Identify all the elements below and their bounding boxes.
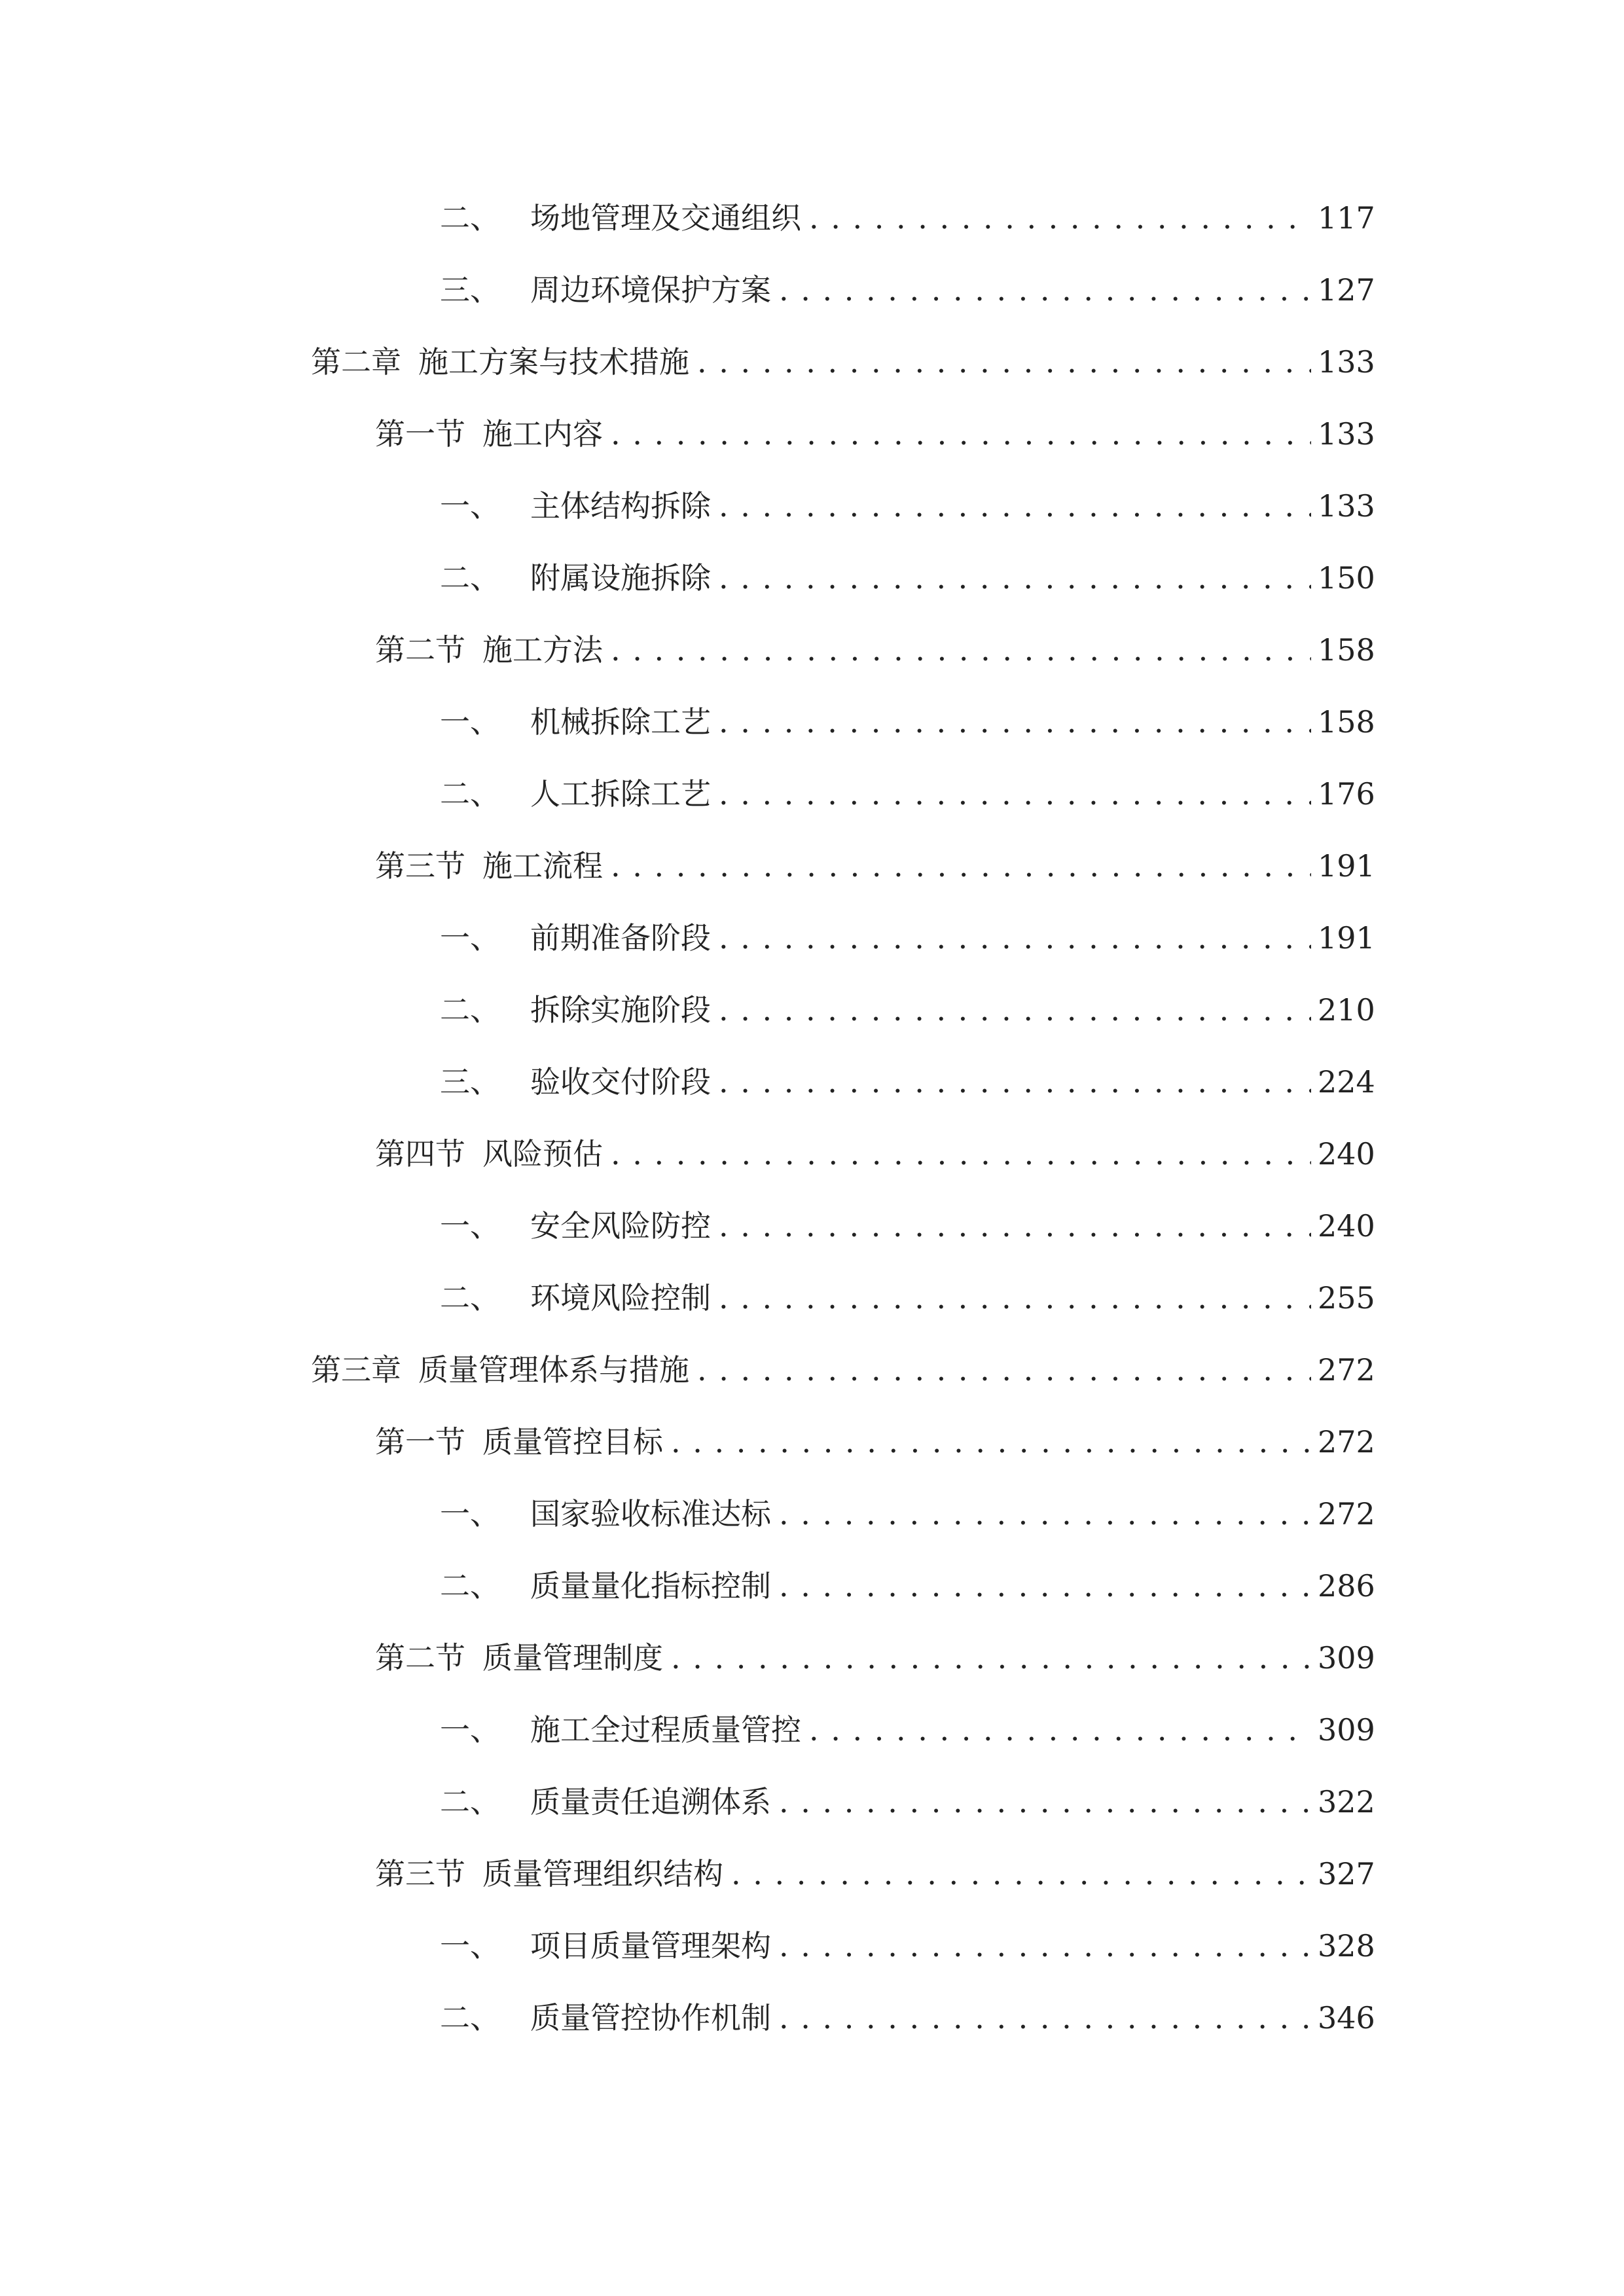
toc-entry-chapter[interactable] — [0, 1347, 1624, 1393]
toc-entry-page: 322 — [1318, 1784, 1375, 1820]
dot-leader — [809, 195, 1311, 241]
dot-leader — [779, 1563, 1311, 1609]
toc-entry-page: 210 — [1318, 992, 1375, 1028]
toc-entry-page: 240 — [1318, 1208, 1375, 1244]
toc-entry-number: 第四节 — [375, 1136, 465, 1172]
toc-entry-number: 二、 — [440, 1784, 500, 1820]
toc-entry[interactable] — [0, 1563, 1624, 1609]
toc-entry[interactable] — [0, 1707, 1624, 1753]
toc-entry-title: 风险预估 — [482, 1136, 603, 1172]
dot-leader — [779, 267, 1311, 313]
toc-entry-page: 191 — [1318, 920, 1375, 956]
toc-entry-title: 环境风险控制 — [530, 1280, 711, 1316]
toc-entry-page: 133 — [1318, 344, 1375, 380]
toc-entry-page: 272 — [1318, 1496, 1375, 1532]
toc-entry-number: 第二节 — [375, 632, 465, 668]
toc-entry-title: 施工流程 — [482, 848, 603, 884]
toc-entry-page: 327 — [1318, 1856, 1375, 1892]
dot-leader — [809, 1707, 1311, 1753]
toc-entry[interactable] — [0, 195, 1624, 241]
toc-entry-section[interactable] — [0, 1635, 1624, 1681]
toc-entry-number: 二、 — [440, 776, 500, 812]
toc-entry-page: 133 — [1318, 488, 1375, 524]
toc-entry-number: 一、 — [440, 1208, 500, 1244]
toc-entry[interactable] — [0, 1203, 1624, 1249]
toc-entry-title: 拆除实施阶段 — [530, 992, 711, 1028]
dot-leader — [611, 411, 1311, 457]
toc-entry[interactable] — [0, 771, 1624, 817]
toc-entry-page: 240 — [1318, 1136, 1375, 1172]
dot-leader — [719, 555, 1311, 601]
dot-leader — [719, 699, 1311, 745]
toc-entry[interactable] — [0, 1779, 1624, 1825]
toc-entry-page: 328 — [1318, 1928, 1375, 1964]
dot-leader — [697, 339, 1311, 385]
dot-leader — [611, 843, 1311, 889]
toc-entry-page: 150 — [1318, 560, 1375, 596]
toc-entry-section[interactable] — [0, 1131, 1624, 1177]
toc-entry-title: 质量责任追溯体系 — [530, 1784, 771, 1820]
toc-entry-title: 质量管控协作机制 — [530, 2000, 771, 2036]
toc-entry-number: 第一节 — [375, 1424, 465, 1460]
toc-entry-number: 一、 — [440, 1712, 500, 1748]
toc-entry-section[interactable] — [0, 411, 1624, 457]
toc-entry-title: 附属设施拆除 — [530, 560, 711, 596]
dot-leader — [719, 987, 1311, 1033]
toc-entry-number: 第三节 — [375, 848, 465, 884]
toc-entry-number: 一、 — [440, 1496, 500, 1532]
toc-entry-page: 127 — [1318, 272, 1375, 308]
dot-leader — [671, 1419, 1311, 1465]
toc-entry[interactable] — [0, 267, 1624, 313]
toc-entry-section[interactable] — [0, 843, 1624, 889]
toc-entry-number: 第三节 — [375, 1856, 465, 1892]
toc-entry-title: 质量管控目标 — [482, 1424, 663, 1460]
toc-entry-chapter[interactable] — [0, 339, 1624, 385]
toc-entry[interactable] — [0, 1491, 1624, 1537]
toc-entry-page: 133 — [1318, 416, 1375, 452]
toc-entry-number: 一、 — [440, 1928, 500, 1964]
dot-leader — [611, 627, 1311, 673]
toc-entry-page: 346 — [1318, 2000, 1375, 2036]
dot-leader — [697, 1347, 1311, 1393]
toc-entry-title: 质量管理体系与措施 — [418, 1352, 689, 1388]
toc-entry-title: 施工方案与技术措施 — [418, 344, 689, 380]
toc-entry-number: 三、 — [440, 1064, 500, 1100]
toc-entry-page: 255 — [1318, 1280, 1375, 1316]
toc-entry-page: 176 — [1318, 776, 1375, 812]
dot-leader — [779, 1491, 1311, 1537]
toc-entry-title: 施工方法 — [482, 632, 603, 668]
toc-entry-number: 二、 — [440, 992, 500, 1028]
toc-entry-page: 272 — [1318, 1352, 1375, 1388]
toc-entry-page: 224 — [1318, 1064, 1375, 1100]
toc-entry-title: 项目质量管理架构 — [530, 1928, 771, 1964]
toc-entry-section[interactable] — [0, 627, 1624, 673]
toc-entry-title: 国家验收标准达标 — [530, 1496, 771, 1532]
dot-leader — [719, 771, 1311, 817]
toc-entry[interactable] — [0, 699, 1624, 745]
toc-entry-section[interactable] — [0, 1419, 1624, 1465]
toc-entry-title: 周边环境保护方案 — [530, 272, 771, 308]
toc-entry-page: 158 — [1318, 704, 1375, 740]
toc-entry-title: 验收交付阶段 — [530, 1064, 711, 1100]
toc-entry-number: 第三章 — [311, 1352, 401, 1388]
dot-leader — [779, 1923, 1311, 1969]
toc-entry-number: 二、 — [440, 2000, 500, 2036]
dot-leader — [671, 1635, 1311, 1681]
dot-leader — [779, 1779, 1311, 1825]
toc-entry-number: 一、 — [440, 704, 500, 740]
toc-entry-number: 三、 — [440, 272, 500, 308]
toc-entry-number: 第二节 — [375, 1640, 465, 1676]
toc-entry-page: 309 — [1318, 1640, 1375, 1676]
dot-leader — [719, 1059, 1311, 1105]
toc-entry[interactable] — [0, 1923, 1624, 1969]
toc-entry-number: 第一节 — [375, 416, 465, 452]
dot-leader — [779, 1995, 1311, 2041]
toc-entry-page: 272 — [1318, 1424, 1375, 1460]
toc-entry-title: 前期准备阶段 — [530, 920, 711, 956]
toc-entry[interactable] — [0, 987, 1624, 1033]
toc-entry-title: 机械拆除工艺 — [530, 704, 711, 740]
toc-entry-number: 二、 — [440, 200, 500, 236]
toc-entry-number: 二、 — [440, 1280, 500, 1316]
toc-entry-title: 人工拆除工艺 — [530, 776, 711, 812]
toc-entry-title: 质量量化指标控制 — [530, 1568, 771, 1604]
dot-leader — [611, 1131, 1311, 1177]
toc-entry-title: 场地管理及交通组织 — [530, 200, 801, 236]
dot-leader — [719, 1203, 1311, 1249]
toc-entry-page: 191 — [1318, 848, 1375, 884]
toc-entry-page: 286 — [1318, 1568, 1375, 1604]
toc-entry-title: 质量管理组织结构 — [482, 1856, 723, 1892]
dot-leader — [719, 915, 1311, 961]
toc-entry-number: 一、 — [440, 488, 500, 524]
toc-entry-title: 施工全过程质量管控 — [530, 1712, 801, 1748]
toc-entry-section[interactable] — [0, 1851, 1624, 1897]
toc-entry-title: 安全风险防控 — [530, 1208, 711, 1244]
toc-entry-page: 158 — [1318, 632, 1375, 668]
dot-leader — [719, 1275, 1311, 1321]
toc-entry[interactable] — [0, 483, 1624, 529]
toc-entry-number: 二、 — [440, 1568, 500, 1604]
toc-entry-title: 施工内容 — [482, 416, 603, 452]
toc-entry[interactable] — [0, 555, 1624, 601]
toc-entry-title: 质量管理制度 — [482, 1640, 663, 1676]
toc-entry[interactable] — [0, 1275, 1624, 1321]
toc-entry[interactable] — [0, 1995, 1624, 2041]
toc-entry-page: 309 — [1318, 1712, 1375, 1748]
toc-entry[interactable] — [0, 1059, 1624, 1105]
toc-entry-number: 第二章 — [311, 344, 401, 380]
toc-entry-page: 117 — [1318, 200, 1375, 236]
toc-entry-number: 二、 — [440, 560, 500, 596]
toc-entry-number: 一、 — [440, 920, 500, 956]
dot-leader — [731, 1851, 1311, 1897]
toc-entry[interactable] — [0, 915, 1624, 961]
toc-entry-title: 主体结构拆除 — [530, 488, 711, 524]
dot-leader — [719, 483, 1311, 529]
